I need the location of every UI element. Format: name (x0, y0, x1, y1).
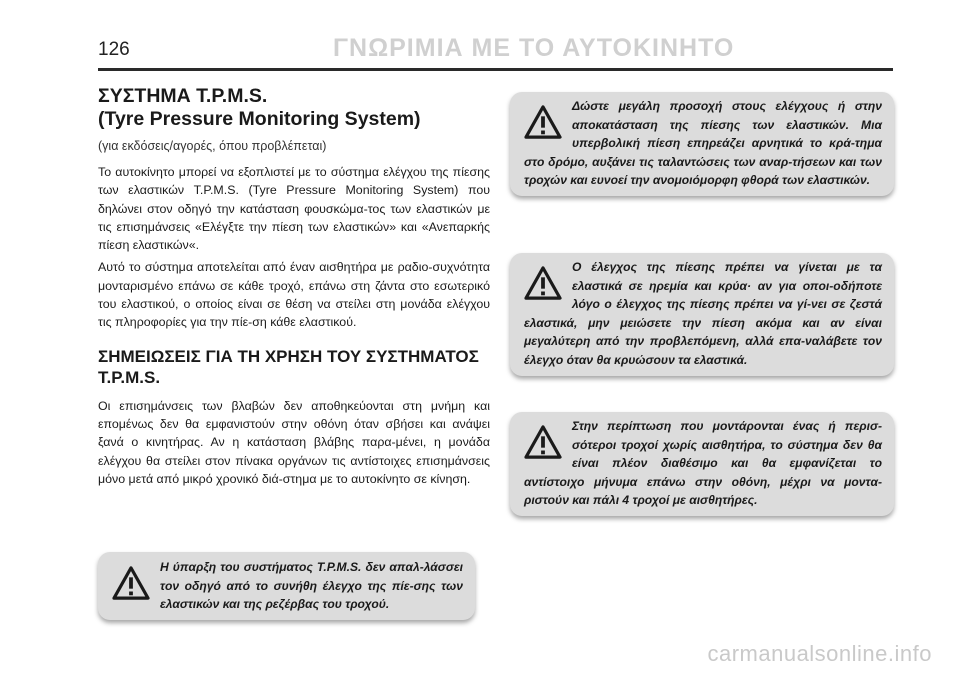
warning-triangle-icon (112, 566, 150, 600)
warning-text: Δώστε μεγάλη προσοχή στους ελέγχους ή στην αποκατάσταση της πίεσης των ελαστικών. Μια υπερβολική πίεση επηρεάζει αρνητικά το κρά-τημα στο δρόμο, αυξάνει τις ταλαντώσεις των αναρ-τήσεων και των τροχών και ευνοεί την ανομοιόμορφη φθορά των ελαστικών. (524, 99, 882, 188)
warning-text: Ο έλεγχος της πίεσης πρέπει να γίνεται με τα ελαστικά σε ηρεμία και κρύα· αν για οποι-οδήποτε λόγο ο έλεγχος της πίεσης πρέπει να γί-νει σε ζεστά ελαστικά, μην μειώσετε την πίεση ακόμα και αν είναι μεγαλύτερη από την προβλεπόμενη, αλλά επα-ναλάβετε τον έλεγχο όταν θα κρυώσουν τα ελαστικά. (524, 260, 882, 367)
paragraph-notes: Οι επισημάνσεις των βλαβών δεν αποθηκεύονται στη μνήμη και επομένως δεν θα εμφανιστούν στην οθόνη όταν σβήσει και ανάψει ξανά ο κινητήρας. Αν η κατάσταση βλάβης παρα-μένει, η μονάδα ελέγχου θα στείλει στον πίνακα οργάνων τις αντίστοιχες επισημάνσεις μόνο μετά από μικρό χρονικό διά-στημα με το αυτοκίνητο σε κίνηση. (98, 398, 490, 486)
warning-triangle-icon (524, 105, 562, 139)
paragraph-intro: Το αυτοκίνητο μπορεί να εξοπλιστεί με το σύστημα ελέγχου της πίεσης των ελαστικών T.P.M.S. (Tyre Pressure Monitoring System) που δηλώνει στον οδηγό την κατάσταση φουσκώμα-τος των ελαστικών με τις επισημάνσεις «Ελέγξτε την πίεση των ελαστικών» και «Ανεπαρκής πίεση ελαστικών«. (98, 165, 490, 253)
warning-box (510, 253, 894, 376)
warning-text: Στην περίπτωση που μοντάρονται ένας ή περισ-σότεροι τροχοί χωρίς αισθητήρα, το σύστημα δεν θα είναι πλέον διαθέσιμο και θα εμφανίζεται το αντίστοιχο μήνυμα επάνω στην οθόνη, μέχρι να μοντα-ριστούν και πάλι 4 τροχοί με αισθητήρες. (524, 419, 882, 508)
warning-box (510, 412, 894, 516)
warning-box (98, 552, 475, 620)
warning-box (510, 92, 894, 196)
section-title: ΣΥΣΤΗΜΑ T.P.M.S. (98, 85, 268, 107)
left-column (98, 85, 490, 492)
warning-triangle-icon (524, 425, 562, 459)
header-rule (98, 68, 893, 71)
watermark: carmanualsonline.info (707, 641, 932, 666)
paragraph-sensors: Αυτό το σύστημα αποτελείται από έναν αισθητήρα με ραδιο-συχνότητα μονταρισμένο επάνω σε κάθε τροχό, επάνω στη ζάντα στο εσωτερικό του ελαστικού, ο οποίος είναι σε θέση να στείλει στη μονάδα ελέγχου τις πληροφορίες για την πίε-ση κάθε ελαστικού. (98, 260, 490, 330)
section2-title: ΣΗΜΕΙΩΣΕΙΣ ΓΙΑ ΤΗ ΧΡΗΣΗ ΤΟΥ ΣΥΣΤΗΜΑΤΟΣ T.P.M.S. (98, 346, 479, 387)
running-title: ΓΝΩΡΙΜΙΑ ΜΕ ΤΟ ΑΥΤΟΚΙΝΗΤΟ (333, 34, 735, 62)
warning-triangle-icon (524, 266, 562, 300)
page-number: 126 (98, 39, 130, 60)
warning-text: Η ύπαρξη του συστήματος T.P.M.S. δεν απαλ-λάσσει τον οδηγό από το συνήθη έλεγχο της πίε-σης των ελαστικών και της ρεζέρβας του τροχού. (160, 560, 463, 612)
section-subtitle: (Tyre Pressure Monitoring System) (98, 108, 421, 130)
availability-note: (για εκδόσεις/αγορές, όπου προβλέπεται) (98, 139, 327, 153)
page-header (98, 34, 893, 68)
